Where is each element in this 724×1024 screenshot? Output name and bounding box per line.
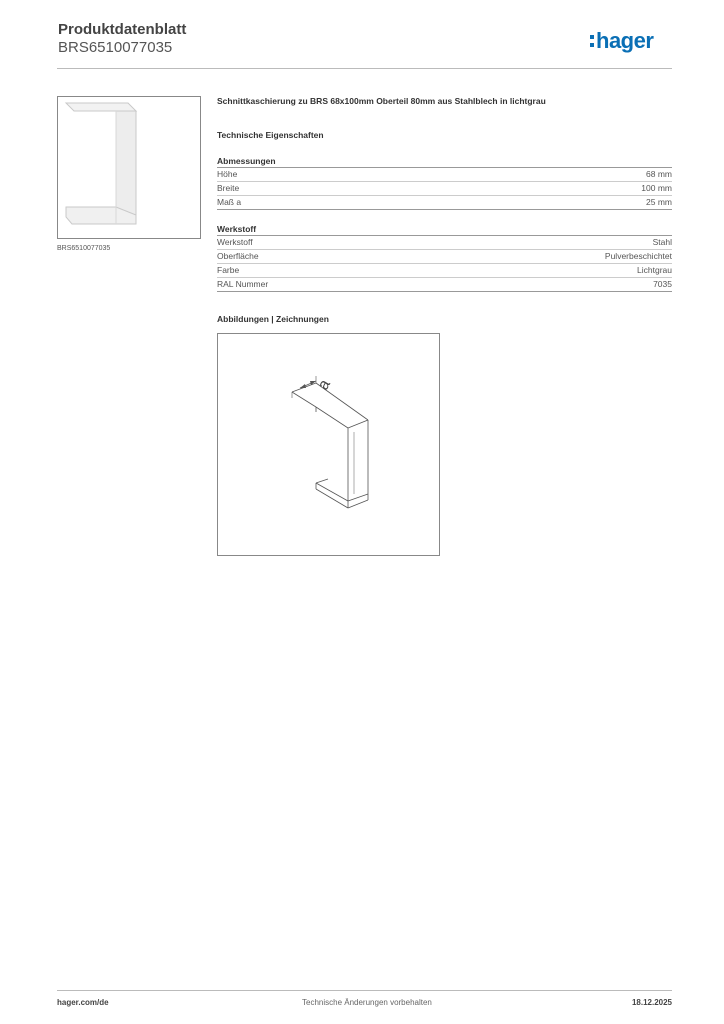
property-row [217, 250, 672, 264]
property-label: Breite [217, 183, 240, 193]
property-value: 68 mm [646, 169, 672, 179]
product-description: Schnittkaschierung zu BRS 68x100mm Oberteil 80mm aus Stahlblech in lichtgrau [217, 96, 546, 106]
property-label: Oberfläche [217, 251, 259, 261]
property-row [217, 168, 672, 182]
svg-text:hager: hager [596, 28, 654, 53]
group-dimensions [217, 155, 672, 210]
dimension-label: a [314, 376, 334, 393]
header-divider [57, 68, 672, 69]
hager-logo [588, 26, 678, 56]
property-label: Maß a [217, 197, 242, 207]
property-value: 7035 [653, 279, 672, 289]
property-label: Höhe [217, 169, 238, 179]
property-label: Werkstoff [217, 237, 253, 247]
property-row [217, 278, 672, 292]
property-value: Stahl [652, 237, 672, 247]
group-material [217, 223, 672, 292]
footer-divider [57, 990, 672, 991]
group-title: Werkstoff [217, 223, 672, 236]
property-row [217, 196, 672, 210]
property-value: 100 mm [641, 183, 672, 193]
property-row [217, 182, 672, 196]
footer-website[interactable]: hager.com/de [57, 998, 109, 1007]
property-value: 25 mm [646, 197, 672, 207]
image-caption: BRS6510077035 [57, 245, 111, 252]
footer-note: Technische Änderungen vorbehalten [302, 998, 432, 1007]
property-row [217, 236, 672, 250]
technical-drawing [217, 333, 440, 556]
properties-heading: Technische Eigenschaften [217, 130, 324, 140]
property-row [217, 264, 672, 278]
footer-date: 18.12.2025 [631, 998, 672, 1007]
property-value: Pulverbeschichtet [604, 251, 672, 261]
group-title: Abmessungen [217, 155, 672, 168]
property-value: Lichtgrau [637, 265, 672, 275]
article-number: BRS6510077035 [58, 39, 173, 56]
property-label: RAL Nummer [217, 279, 269, 289]
figures-heading: Abbildungen | Zeichnungen [217, 314, 329, 324]
document-title: Produktdatenblatt [58, 21, 187, 38]
product-image [57, 96, 201, 239]
property-label: Farbe [217, 265, 240, 275]
